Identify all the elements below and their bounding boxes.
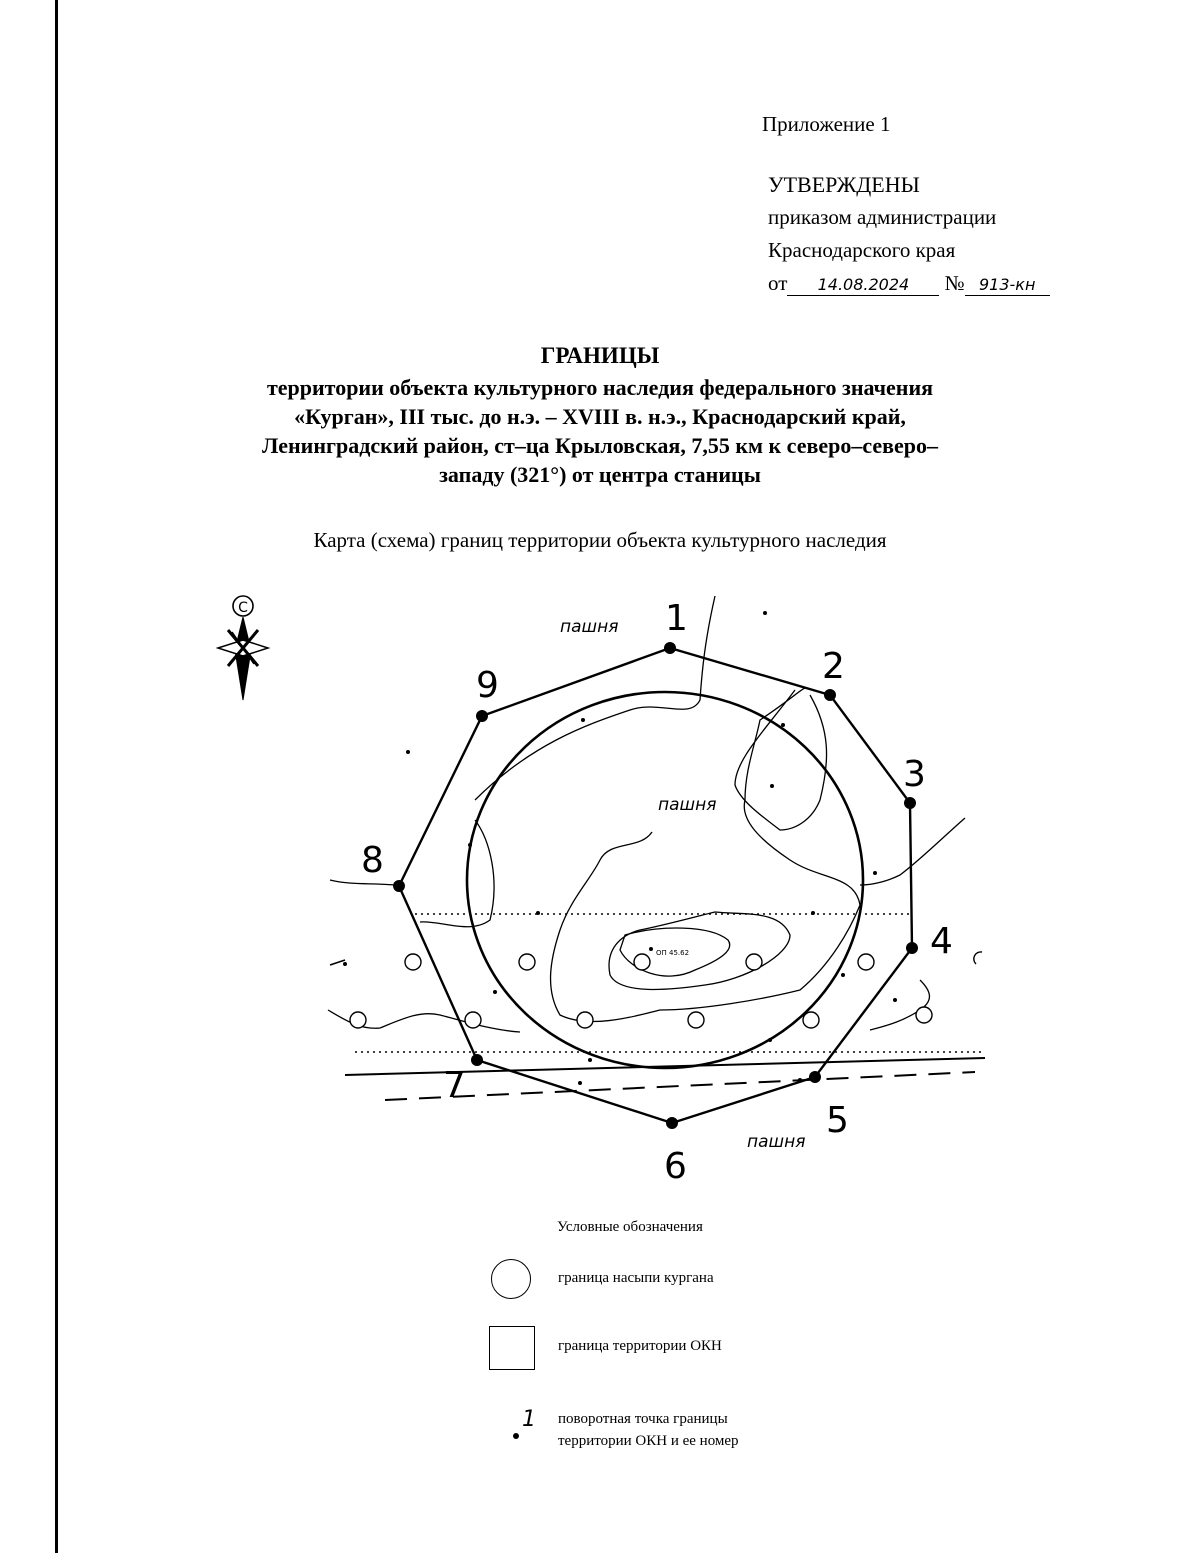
survey-rings bbox=[350, 954, 932, 1028]
legend-point-text bbox=[558, 1408, 739, 1452]
compass-letter: С bbox=[238, 600, 248, 616]
map-subtitle: Карта (схема) границ территории объекта культурного наследия bbox=[313, 528, 887, 552]
legend-territory-text: граница территории ОКН bbox=[558, 1338, 722, 1354]
point-label-6: 6 bbox=[664, 1146, 687, 1187]
point-label-9: 9 bbox=[476, 665, 499, 706]
order-line-2: Краснодарского края bbox=[768, 238, 956, 262]
turning-point-4 bbox=[906, 942, 918, 954]
centre-benchmark: ОП 45.62 bbox=[656, 949, 690, 957]
turning-point-7 bbox=[471, 1054, 483, 1066]
order-number: 913-кн bbox=[965, 275, 1050, 296]
point-label-2: 2 bbox=[822, 646, 845, 687]
point-numbers bbox=[361, 598, 953, 1187]
road-lines bbox=[330, 914, 985, 1100]
point-label-7: 7 bbox=[443, 1065, 466, 1106]
title-line-4: западу (321°) от центра станицы bbox=[439, 462, 761, 487]
land-labels bbox=[560, 617, 805, 1152]
turning-point-2 bbox=[824, 689, 836, 701]
title-line-1: территории объекта культурного наследия федерального значения bbox=[266, 375, 934, 400]
land-label-south: пашня bbox=[747, 1132, 806, 1152]
legend-point-number: 1 bbox=[522, 1407, 536, 1432]
turning-point-legend-icon bbox=[513, 1404, 543, 1444]
date-prefix: от bbox=[768, 271, 788, 295]
legend-mound-text: граница насыпи кургана bbox=[558, 1270, 714, 1286]
turning-point-6 bbox=[666, 1117, 678, 1129]
approved-heading: УТВЕРЖДЕНЫ bbox=[768, 172, 920, 197]
point-label-1: 1 bbox=[665, 598, 688, 639]
point-label-8: 8 bbox=[361, 840, 384, 881]
mound-legend-icon bbox=[491, 1259, 531, 1299]
point-label-4: 4 bbox=[930, 921, 953, 962]
mound-boundary bbox=[467, 692, 863, 1068]
point-label-3: 3 bbox=[903, 754, 926, 795]
legend-point-line-2: территории ОКН и ее номер bbox=[558, 1433, 739, 1449]
north-arrow-icon bbox=[218, 596, 268, 700]
annex-label: Приложение 1 bbox=[762, 112, 891, 136]
title-line-3: Ленинградский район, ст–ца Крыловская, 7,55 км к северо–северо– bbox=[261, 433, 939, 458]
territory-legend-icon bbox=[489, 1326, 535, 1370]
order-date: 14.08.2024 bbox=[787, 275, 939, 296]
title-line-2: «Курган», III тыс. до н.э. – XVIII в. н.э., Краснодарский край, bbox=[294, 404, 906, 429]
turning-point-1 bbox=[664, 642, 676, 654]
turning-point-8 bbox=[393, 880, 405, 892]
turning-point-3 bbox=[904, 797, 916, 809]
land-label-north: пашня bbox=[560, 617, 619, 637]
turning-point-9 bbox=[476, 710, 488, 722]
turning-point-5 bbox=[809, 1071, 821, 1083]
legend-point-line-1: поворотная точка границы bbox=[558, 1411, 728, 1427]
number-prefix: № bbox=[944, 271, 965, 295]
edge-ring bbox=[974, 952, 982, 964]
turning-points bbox=[393, 642, 918, 1129]
legend-title: Условные обозначения bbox=[557, 1219, 703, 1235]
order-line-1: приказом администрации bbox=[768, 205, 997, 229]
title-heading: ГРАНИЦЫ bbox=[540, 343, 660, 368]
land-label-centre: пашня bbox=[658, 795, 717, 815]
point-label-5: 5 bbox=[826, 1100, 849, 1141]
